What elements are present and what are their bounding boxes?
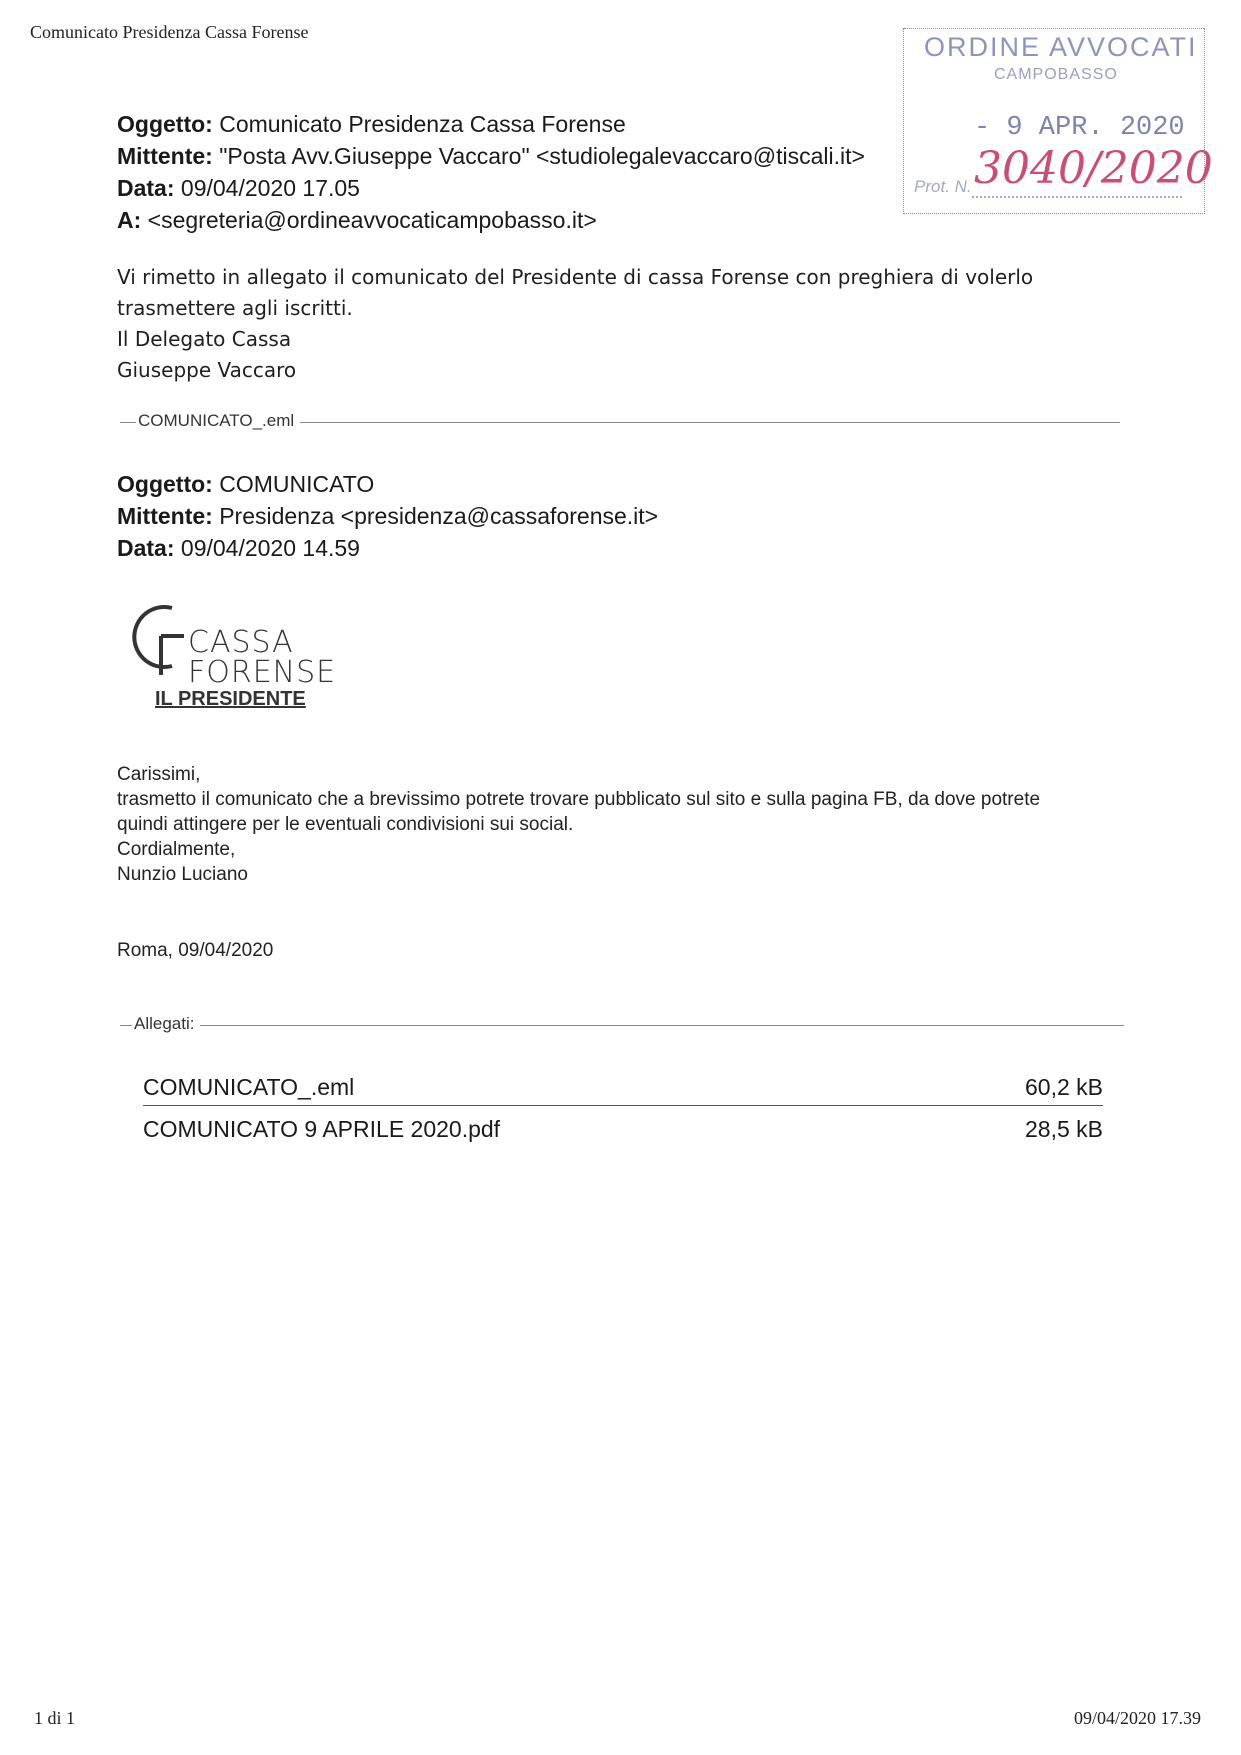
email1-date: 09/04/2020 17.05 xyxy=(180,175,360,201)
email1-date-row xyxy=(117,172,865,204)
attachment-row[interactable] xyxy=(143,1116,1103,1143)
message-line: Cordialmente, xyxy=(117,839,236,860)
email1-body xyxy=(117,262,1033,386)
stamp-prot-number: 3040/2020 xyxy=(974,143,1213,194)
email1-date-label: Data: xyxy=(117,175,175,201)
page-number: 1 di 1 xyxy=(34,1708,76,1728)
stamp-dotted-line xyxy=(972,196,1182,198)
email2-date: 09/04/2020 14.59 xyxy=(180,535,360,561)
logo-line2: FORENSE xyxy=(188,655,337,690)
email2-subject-row xyxy=(117,468,658,500)
email1-sender-row xyxy=(117,140,865,172)
email1-body-line: trasmettere agli iscritti. xyxy=(117,296,353,320)
email2-date-row xyxy=(117,532,658,564)
email2-sender: Presidenza <presidenza@cassaforense.it> xyxy=(219,503,659,529)
cassa-forense-logo xyxy=(128,600,337,690)
email1-subject-label: Oggetto: xyxy=(117,111,213,137)
email1-to-row xyxy=(117,204,865,236)
attachment-size: 28,5 kB xyxy=(1025,1116,1103,1142)
email1-body-line: Giuseppe Vaccaro xyxy=(117,358,297,382)
email1-to-label: A: xyxy=(117,207,142,233)
email2-sender-row xyxy=(117,500,658,532)
attachment-divider xyxy=(143,1105,1103,1106)
email1-subject: Comunicato Presidenza Cassa Forense xyxy=(219,111,626,137)
stamp-border xyxy=(904,28,1204,30)
attachments-separator xyxy=(120,1025,1124,1026)
attachment-size: 60,2 kB xyxy=(1025,1074,1103,1100)
stamp-prot-label: Prot. N. xyxy=(914,177,972,196)
email2-sender-label: Mittente: xyxy=(117,503,213,529)
message-line: Nunzio Luciano xyxy=(117,864,248,885)
email1-body-line: Il Delegato Cassa xyxy=(117,327,292,351)
stamp-title: ORDINE AVVOCATI xyxy=(924,32,1198,62)
stamp-date: - 9 APR. 2020 xyxy=(974,113,1185,143)
presidente-label: IL PRESIDENTE xyxy=(155,688,306,710)
email1-body-line: Vi rimetto in allegato il comunicato del Presidente di cassa Forense con preghiera di volerlo xyxy=(117,265,1034,289)
logo-text xyxy=(188,625,337,690)
protocol-stamp xyxy=(903,28,1213,214)
message-line: quindi attingere per le eventuali condivisioni sui social. xyxy=(117,814,574,835)
email1-sender-label: Mittente: xyxy=(117,143,213,169)
email1-to: <segreteria@ordineavvocaticampobasso.it> xyxy=(147,207,597,233)
message-line: Carissimi, xyxy=(117,764,201,785)
email2-subject-label: Oggetto: xyxy=(117,471,213,497)
place-date: Roma, 09/04/2020 xyxy=(117,940,274,961)
logo-line1: CASSA xyxy=(188,625,294,660)
email1-sender: "Posta Avv.Giuseppe Vaccaro" <studiolegalevaccaro@tiscali.it> xyxy=(219,143,865,169)
message-line: trasmetto il comunicato che a brevissimo potrete trovare pubblicato sul sito e sulla pagina FB, da dove potrete xyxy=(117,789,1041,810)
stamp-city: CAMPOBASSO xyxy=(994,66,1118,83)
email1-header xyxy=(117,108,865,236)
attachment-row[interactable] xyxy=(143,1074,1103,1101)
page-header: Comunicato Presidenza Cassa Forense xyxy=(30,22,309,42)
attachments-label: Allegati: xyxy=(132,1014,200,1034)
attachment-name[interactable]: COMUNICATO 9 APRILE 2020.pdf xyxy=(143,1116,501,1142)
email2-subject: COMUNICATO xyxy=(219,471,375,497)
attachment-name[interactable]: COMUNICATO_.eml xyxy=(143,1074,355,1100)
email2-header xyxy=(117,468,658,564)
email1-subject-row xyxy=(117,108,865,140)
print-timestamp: 09/04/2020 17.39 xyxy=(1074,1708,1202,1728)
email2-body xyxy=(117,762,1040,887)
email2-date-label: Data: xyxy=(117,535,175,561)
separator-label: COMUNICATO_.eml xyxy=(136,411,300,431)
